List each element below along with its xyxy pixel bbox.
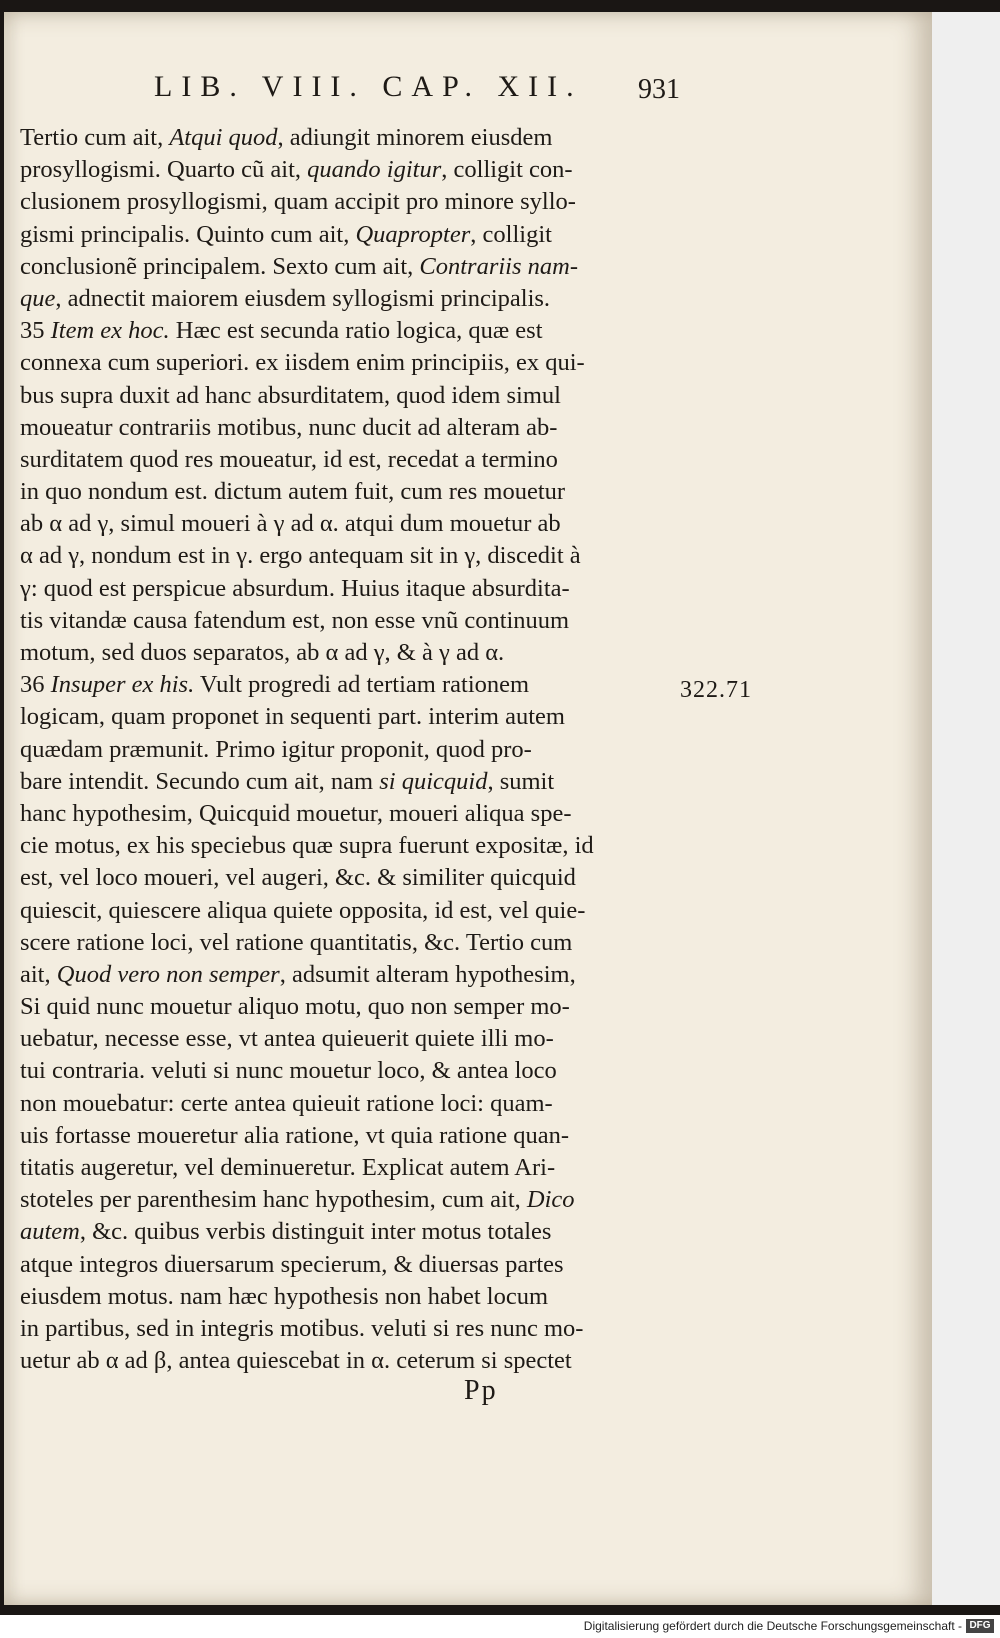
text-line: moueatur contrariis motibus, nunc ducit ad alteram ab- — [20, 413, 558, 441]
text-line: surditatem quod res moueatur, id est, recedat a termino — [20, 445, 558, 473]
text-line: connexa cum superiori. ex iisdem enim principiis, ex qui- — [20, 349, 585, 377]
text-line: hanc hypothesim, Quicquid mouetur, moueri aliqua spe- — [20, 799, 572, 827]
text-line: quiescit, quiescere aliqua quiete opposita, id est, vel quie- — [20, 896, 586, 924]
text-line: uetur ab α ad β, antea quiescebat in α. ceterum si spectet — [20, 1347, 572, 1375]
text-line: conclusionẽ principalem. Sexto cum ait, Contrariis nam- — [20, 252, 578, 280]
body-text — [20, 122, 680, 1377]
scan-background — [932, 12, 1000, 1605]
text-line: scere ratione loci, vel ratione quantitatis, &c. Tertio cum — [20, 928, 573, 956]
text-line: titatis augeretur, vel deminueretur. Explicat autem Ari- — [20, 1154, 556, 1181]
text-line: Si quid nunc mouetur aliquo motu, quo non semper mo- — [20, 993, 570, 1021]
text-line: est, vel loco moueri, vel augeri, &c. & similiter quicquid — [20, 864, 576, 892]
text-line: autem, &c. quibus verbis distinguit inter motus totales — [20, 1218, 552, 1246]
running-title: LIB. VIII. CAP. XII. — [154, 70, 583, 103]
text-line: Tertio cum ait, Atqui quod, adiungit minorem eiusdem — [20, 124, 553, 151]
text-line: stoteles per parenthesim hanc hypothesim, cum ait, Dico — [20, 1186, 575, 1214]
text-line: eiusdem motus. nam hæc hypothesis non habet locum — [20, 1282, 549, 1310]
dfg-logo: DFG — [966, 1619, 994, 1633]
funding-credit: Digitalisierung gefördert durch die Deutsche Forschungsgemeinschaft - — [583, 1619, 962, 1633]
text-line: bus supra duxit ad hanc absurditatem, quod idem simul — [20, 381, 561, 409]
text-line: ait, Quod vero non semper, adsumit alteram hypothesim, — [20, 960, 576, 988]
text-line: ab α ad γ, simul moueri à γ ad α. atqui dum mouetur ab — [20, 510, 561, 538]
margin-note: 322.71 — [680, 677, 752, 703]
text-line: que, adnectit maiorem eiusdem syllogismi principalis. — [20, 284, 551, 312]
text-line: logicam, quam proponet in sequenti part. interim autem — [20, 703, 565, 731]
text-line: cie motus, ex his speciebus quæ supra fuerunt expositæ, id — [20, 832, 594, 860]
text-line: γ: quod est perspicue absurdum. Huius itaque absurdita- — [20, 574, 570, 602]
text-line: 36 Insuper ex his. Vult progredi ad tertiam rationem — [20, 671, 530, 699]
text-line: motum, sed duos separatos, ab α ad γ, & à γ ad α. — [20, 639, 505, 666]
text-line: α ad γ, nondum est in γ. ergo antequam sit in γ, discedit à — [20, 542, 581, 570]
text-line: in quo nondum est. dictum autem fuit, cum res mouetur — [20, 478, 566, 506]
text-line: uis fortasse moueretur alia ratione, vt quia ratione quan- — [20, 1121, 570, 1149]
text-line: gismi principalis. Quinto cum ait, Quapropter, colligit — [20, 220, 552, 248]
text-line: in partibus, sed in integris motibus. veluti si res nunc mo- — [20, 1314, 584, 1342]
text-line: uebatur, necesse esse, vt antea quieuerit quiete illi mo- — [20, 1025, 554, 1053]
text-line: clusionem prosyllogismi, quam accipit pro minore syllo- — [20, 188, 576, 216]
text-line: atque integros diuersarum specierum, & diuersas partes — [20, 1250, 564, 1278]
text-line: prosyllogismi. Quarto cũ ait, quando igitur, colligit con- — [20, 156, 573, 184]
signature-mark: Pp — [464, 1375, 498, 1406]
text-line: quædam præmunit. Primo igitur proponit, quod pro- — [20, 735, 532, 763]
text-line: non mouebatur: certe antea quieuit ratione loci: quam- — [20, 1089, 553, 1117]
text-line: tui contraria. veluti si nunc mouetur loco, & antea loco — [20, 1057, 557, 1085]
text-line: tis vitandæ causa fatendum est, non esse vnũ continuum — [20, 606, 570, 634]
footer-bar — [0, 1615, 1000, 1638]
page-number: 931 — [638, 74, 680, 105]
text-line: bare intendit. Secundo cum ait, nam si quicquid, sumit — [20, 767, 555, 795]
book-page — [4, 12, 932, 1605]
text-line: 35 Item ex hoc. Hæc est secunda ratio logica, quæ est — [20, 317, 543, 345]
